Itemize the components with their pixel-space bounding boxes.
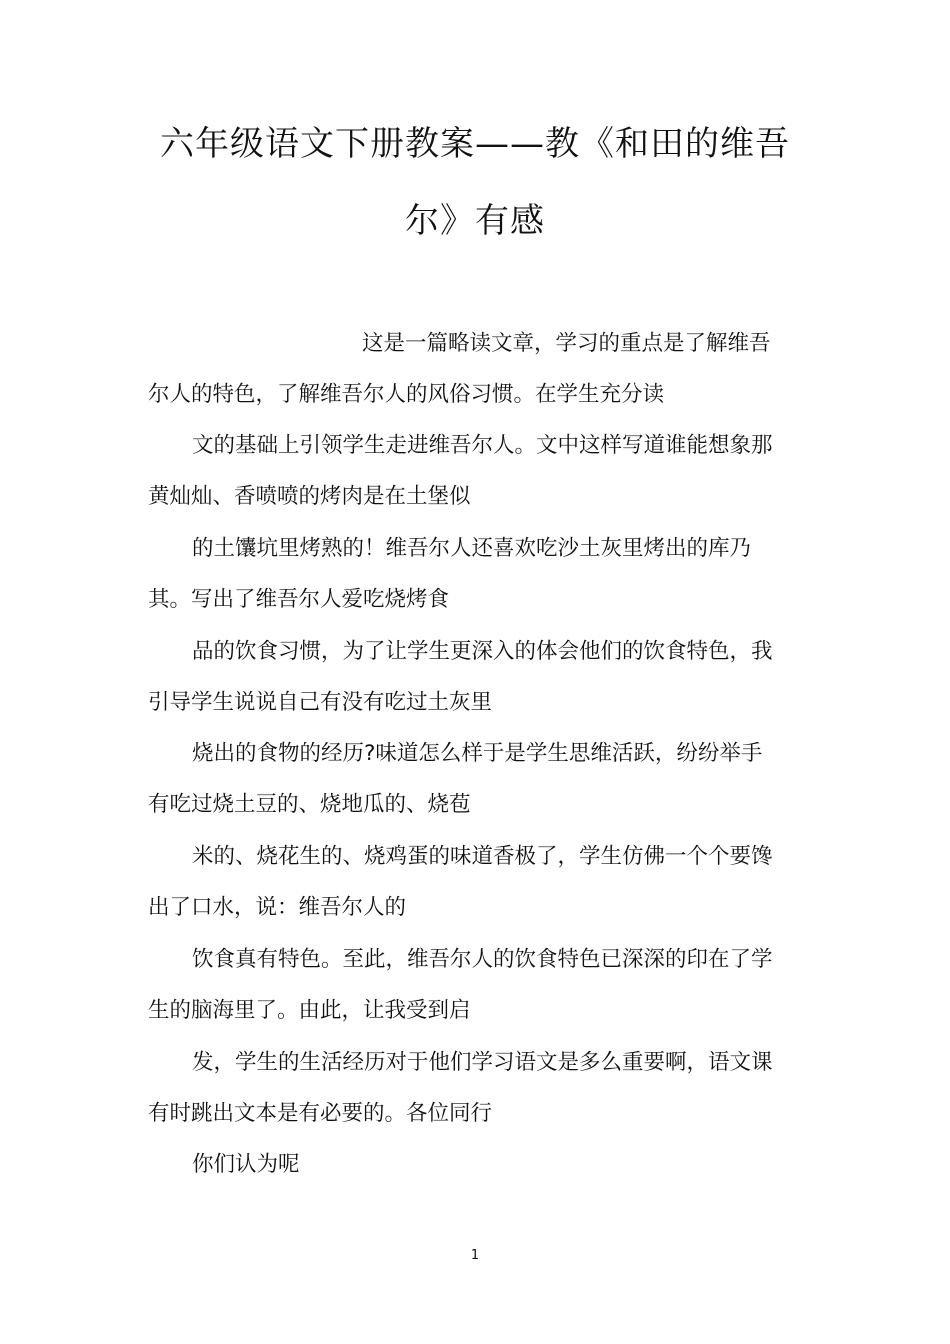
body-line: 饮食真有特色。至此，维吾尔人的饮食特色已深深的印在了学	[192, 947, 773, 972]
body-line: 米的、烧花生的、烧鸡蛋的味道香极了，学生仿佛一个个要馋	[192, 844, 773, 869]
body-line: 烧出的食物的经历?味道怎么样于是学生思维活跃，纷纷举手	[192, 741, 763, 766]
body-line: 出了口水，说：维吾尔人的	[148, 895, 407, 920]
body-line: 文的基础上引领学生走进维吾尔人。文中这样写道谁能想象那	[192, 433, 773, 458]
body-line: 发，学生的生活经历对于他们学习语文是多么重要啊，语文课	[192, 1050, 773, 1075]
page-title-line-1: 六年级语文下册教案——教《和田的维吾	[160, 124, 790, 164]
page-number: 1	[470, 1248, 480, 1263]
body-line: 的土馕坑里烤熟的！维吾尔人还喜欢吃沙土灰里烤出的库乃	[192, 536, 752, 561]
body-line: 其。写出了维吾尔人爱吃烧烤食	[148, 587, 450, 612]
body-line: 品的饮食习惯，为了让学生更深入的体会他们的饮食特色，我	[192, 639, 773, 664]
body-line: 这是一篇略读文章，学习的重点是了解维吾	[362, 331, 771, 356]
body-line: 生的脑海里了。由此，让我受到启	[148, 998, 471, 1023]
body-line: 引导学生说说自己有没有吃过土灰里	[148, 690, 493, 715]
body-line: 尔人的特色，了解维吾尔人的风俗习惯。在学生充分读	[148, 382, 665, 407]
body-line: 有时跳出文本是有必要的。各位同行	[148, 1101, 493, 1126]
body-line: 黄灿灿、香喷喷的烤肉是在土堡似	[148, 484, 471, 509]
body-line: 有吃过烧土豆的、烧地瓜的、烧苞	[148, 792, 471, 817]
body-line: 你们认为呢	[192, 1152, 300, 1177]
page-title-line-2: 尔》有感	[405, 201, 545, 241]
